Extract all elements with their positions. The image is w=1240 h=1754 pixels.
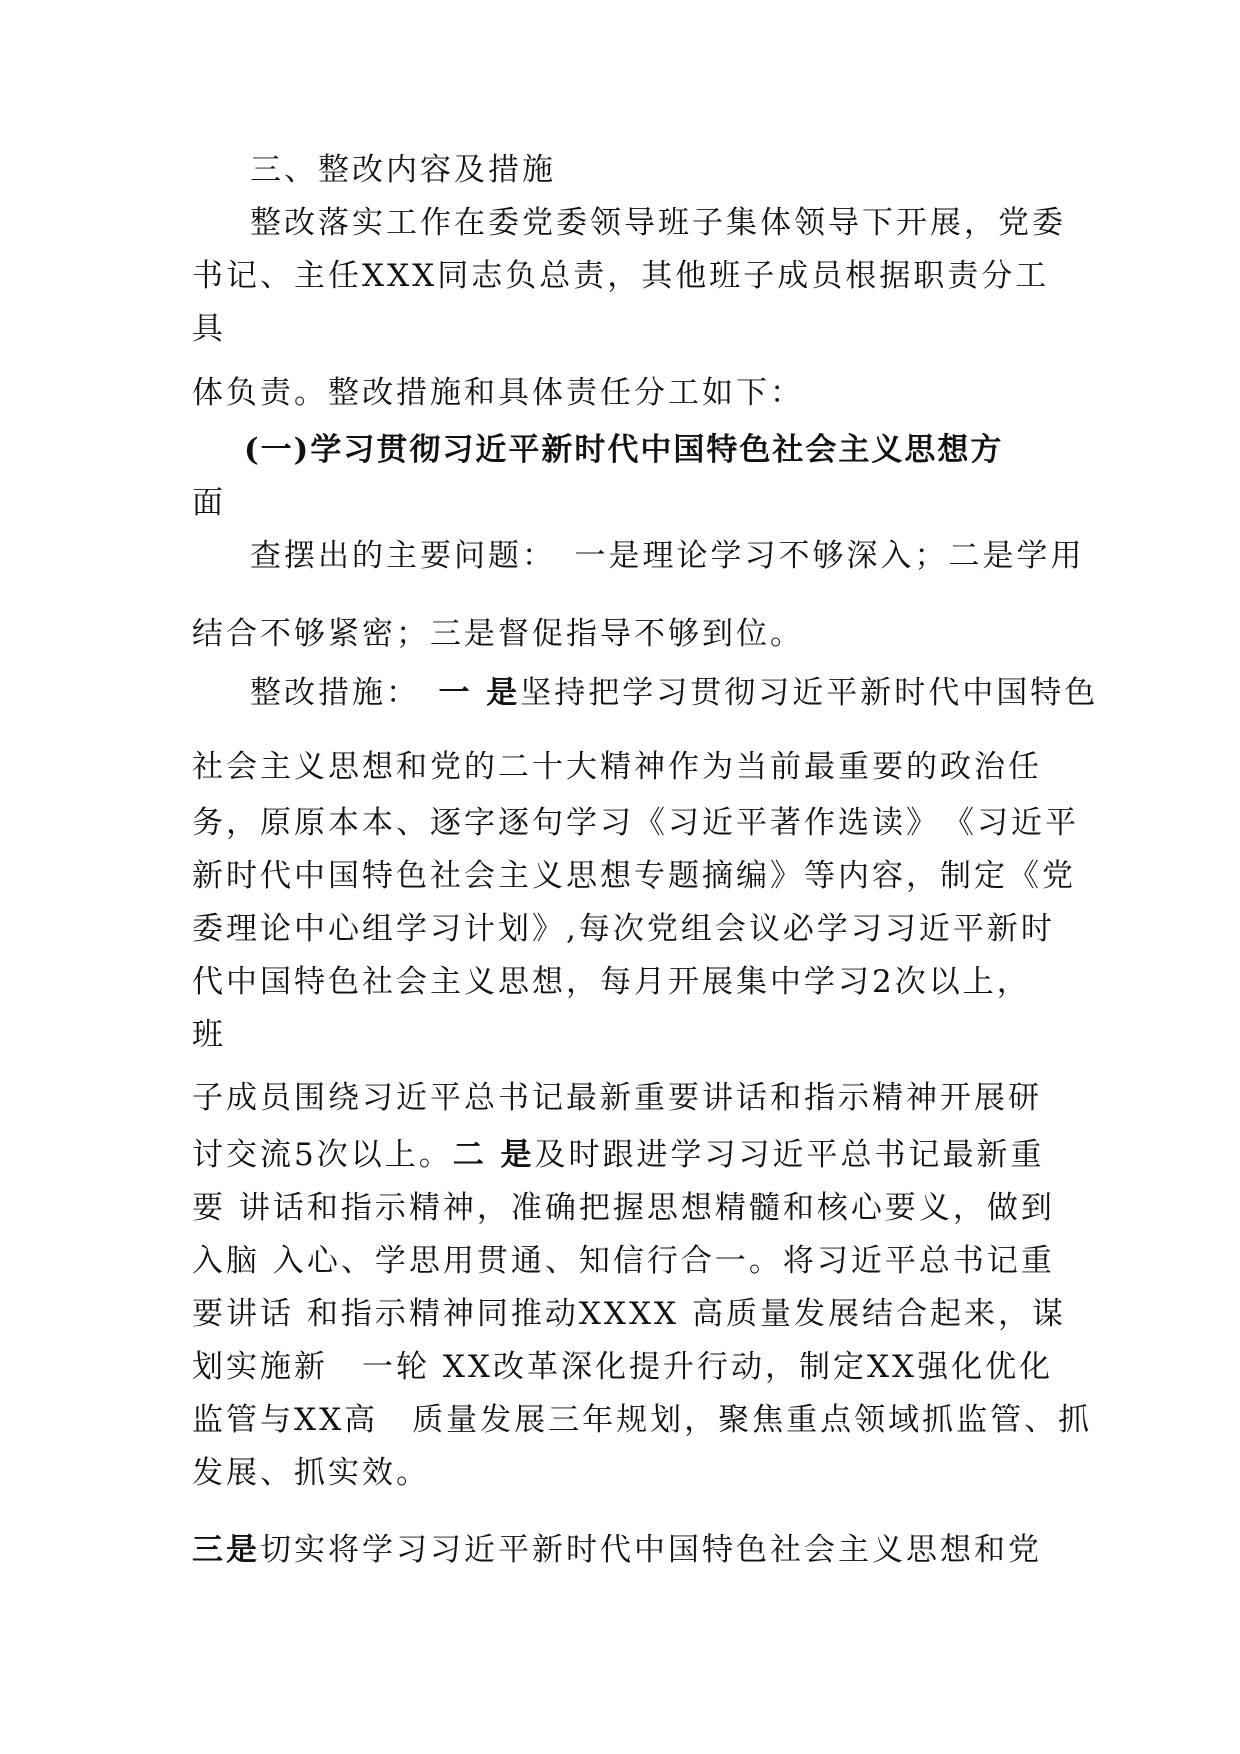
paragraph-line: 子成员围绕习近平总书记最新重要讲话和指示精神开展研 [192,1080,1042,1116]
paragraph-line: 结合不够紧密；三是督促指导不够到位。 [192,616,804,652]
measures-line [192,1135,1045,1175]
paragraph-line: 要 讲话和指示精神，准确把握思想精髓和核心要义，做到 [192,1190,1055,1226]
paragraph-line: 务，原原本本、逐字逐句学习《习近平著作选读》 《习近平 [192,805,1079,841]
subsection-heading: (一)学习贯彻习近平新时代中国特色社会主义思想方 [244,432,1004,468]
paragraph-line: 新时代中国特色社会主义思想专题摘编》等内容，制定《党 [192,858,1076,894]
measure-one-text: 坚持把学习贯彻习近平新时代中国特色 [520,675,1099,711]
measures-line [192,1530,1042,1570]
paragraph-line: 书记、主任XXX同志负总责，其他班子成员根据职责分工 [192,258,1050,294]
paragraph-line: 监管与XX高 质量发展三年规划，聚焦重点领域抓监管、抓 [192,1402,1093,1438]
paragraph-line: 代中国特色社会主义思想，每月开展集中学习2次以上， [192,964,1031,1000]
measures-label: 整改措施： [250,675,439,711]
measure-two-marker: 二 是 [452,1137,535,1173]
subsection-heading-cont: 面 [192,485,226,521]
measure-one-marker: 一 是 [438,675,521,711]
paragraph-line: 班 [192,1017,226,1053]
paragraph-line: 划实施新 一轮 XX改革深化提升行动，制定XX强化优化 [192,1349,1054,1385]
paragraph-line: 入脑 入心、学思用贯通、知信行合一。将习近平总书记重 [192,1243,1055,1279]
paragraph-line: 社会主义思想和党的二十大精神作为当前最重要的政治任 [192,749,1042,785]
paragraph-line: 要讲话 和指示精神同推动XXXX 高质量发展结合起来，谋 [192,1296,1066,1332]
paragraph-line: 体负责。整改措施和具体责任分工如下： [192,375,804,411]
paragraph-line: 委理论中心组学习计划》,每次党组会议必学习习近平新时 [192,911,1055,947]
measure-two-lead: 讨交流5次以上。 [192,1137,453,1173]
measure-two-text: 及时跟进学习习近平总书记最新重 [534,1137,1045,1173]
paragraph-line: 发展、抓实效。 [192,1455,430,1491]
paragraph-line: 具 [192,311,226,347]
paragraph-line: 整改落实工作在委党委领导班子集体领导下开展，党委 [250,205,1066,241]
measure-three-marker: 三是 [192,1532,260,1568]
paragraph-line: 查摆出的主要问题： 一是理论学习不够深入；二是学用 [250,538,1085,574]
section-heading: 三、整改内容及措施 [250,152,556,188]
measure-three-text: 切实将学习习近平新时代中国特色社会主义思想和党 [260,1532,1042,1568]
measures-line [250,673,1098,713]
